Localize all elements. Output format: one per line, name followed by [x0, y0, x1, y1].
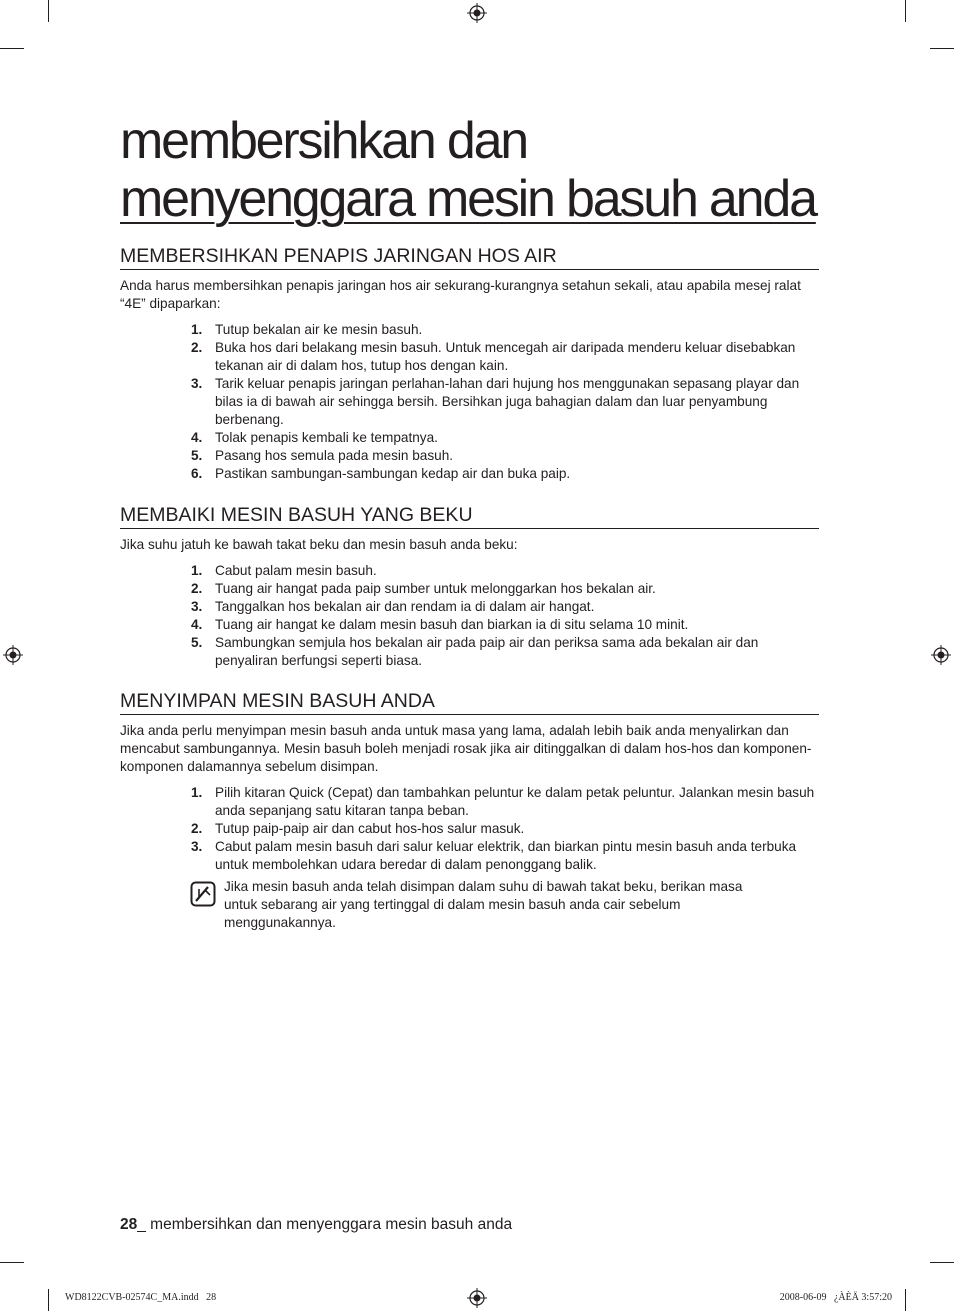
list-item: [191, 321, 819, 339]
list-item: [191, 784, 819, 820]
note-text: Jika mesin basuh anda telah disimpan dalam suhu di bawah takat beku, berikan masa untuk sebarang air yang tertinggal di dalam mesin basuh anda cair sebelum menggunakannya.: [224, 879, 743, 930]
crop-mark: [0, 48, 24, 49]
step-number: 3.: [191, 599, 203, 614]
registration-mark-icon: [467, 3, 487, 23]
list-item: [191, 820, 819, 838]
steps-list: [120, 562, 819, 670]
step-text: Buka hos dari belakang mesin basuh. Untuk mencegah air daripada menderu keluar disebabkan tekanan air di dalam hos, tutup hos dengan kain.: [215, 340, 796, 373]
step-text: Cabut palam mesin basuh dari salur keluar elektrik, dan biarkan pintu mesin basuh anda terbuka untuk membolehkan udara beredar di dalam penonggang balik.: [215, 839, 797, 872]
list-item: [191, 562, 819, 580]
crop-mark: [48, 1289, 49, 1311]
crop-mark: [48, 0, 49, 22]
print-slug-filename: WD8122CVB-02574C_MA.indd 28: [65, 1292, 217, 1303]
note-pencil-icon: [190, 881, 216, 907]
step-number: 5.: [191, 635, 203, 650]
step-text: Tutup bekalan air ke mesin basuh.: [215, 322, 423, 337]
step-text: Pasang hos semula pada mesin basuh.: [215, 448, 454, 463]
print-slug-timestamp: 2008-06-09 ¿ÀÈÄ 3:57:20: [779, 1292, 892, 1303]
crop-mark: [930, 1262, 954, 1263]
crop-mark: [905, 1289, 906, 1311]
page-footer: [120, 1216, 512, 1234]
crop-mark: [930, 48, 954, 49]
section-intro: Jika anda perlu menyimpan mesin basuh anda untuk masa yang lama, adalah lebih baik anda menyalirkan dan mencabut sambungannya. Mesin basuh boleh menjadi rosak jika air ditinggalkan di dalam hos-hos dan komponen-komponen dalamannya sebelum disimpan.: [120, 723, 812, 774]
step-text: Tanggalkan hos bekalan air dan rendam ia di dalam air hangat.: [215, 599, 595, 614]
list-item: [191, 375, 819, 429]
section-clean-filter: [120, 244, 819, 483]
list-item: [191, 838, 819, 874]
crop-mark: [0, 1262, 24, 1263]
list-item: [191, 598, 819, 616]
step-text: Tuang air hangat pada paip sumber untuk melonggarkan hos bekalan air.: [215, 581, 656, 596]
step-text: Tuang air hangat ke dalam mesin basuh dan biarkan ia di situ selama 10 minit.: [215, 617, 689, 632]
step-number: 1.: [191, 322, 203, 337]
footer-text: _ membersihkan dan menyenggara mesin basuh anda: [137, 1216, 513, 1233]
list-item: [191, 616, 819, 634]
steps-list: [120, 784, 819, 874]
step-text: Tolak penapis kembali ke tempatnya.: [215, 430, 438, 445]
step-number: 2.: [191, 821, 203, 836]
section-intro: Anda harus membersihkan penapis jaringan hos air sekurang-kurangnya setahun sekali, atau apabila mesej ralat “4E” dipaparkan:: [120, 278, 801, 311]
step-number: 3.: [191, 839, 203, 854]
step-number: 3.: [191, 376, 203, 391]
section-heading: MENYIMPAN MESIN BASUH ANDA: [120, 689, 819, 715]
list-item: [191, 447, 819, 465]
list-item: [191, 465, 819, 483]
step-text: Tutup paip-paip air dan cabut hos-hos salur masuk.: [215, 821, 525, 836]
step-number: 1.: [191, 563, 203, 578]
step-number: 6.: [191, 466, 203, 481]
section-frozen-machine: [120, 503, 819, 670]
step-text: Pastikan sambungan-sambungan kedap air dan buka paip.: [215, 466, 571, 481]
list-item: [191, 429, 819, 447]
step-number: 4.: [191, 430, 203, 445]
list-item: [191, 580, 819, 598]
step-number: 5.: [191, 448, 203, 463]
page-title-line-2: menyenggara mesin basuh anda: [120, 170, 816, 228]
registration-mark-icon: [3, 645, 23, 665]
list-item: [191, 634, 819, 670]
page-title-line-1: membersihkan dan: [120, 112, 528, 170]
list-item: [191, 339, 819, 375]
registration-mark-icon: [467, 1288, 487, 1308]
steps-list: [120, 321, 819, 483]
step-text: Tarik keluar penapis jaringan perlahan-lahan dari hujung hos menggunakan sepasang playar dan bilas ia di bawah air sehingga bersih. Bersihkan juga bahagian dalam dan luar penyambung berbenang.: [215, 376, 800, 427]
crop-mark: [905, 0, 906, 22]
registration-mark-icon: [931, 645, 951, 665]
note-box: [120, 878, 764, 932]
step-number: 2.: [191, 340, 203, 355]
step-text: Pilih kitaran Quick (Cepat) dan tambahkan peluntur ke dalam petak peluntur. Jalankan mesin basuh anda sepanjang satu kitaran tanpa beban.: [215, 785, 815, 818]
page-title: [120, 112, 820, 228]
section-heading: MEMBERSIHKAN PENAPIS JARINGAN HOS AIR: [120, 244, 819, 270]
step-number: 2.: [191, 581, 203, 596]
step-text: Sambungkan semjula hos bekalan air pada paip air dan periksa sama ada bekalan air dan penyaliran berfungsi seperti biasa.: [215, 635, 759, 668]
section-heading: MEMBAIKI MESIN BASUH YANG BEKU: [120, 503, 819, 529]
section-intro: Jika suhu jatuh ke bawah takat beku dan mesin basuh anda beku:: [120, 537, 518, 552]
step-text: Cabut palam mesin basuh.: [215, 563, 377, 578]
step-number: 4.: [191, 617, 203, 632]
page-number: 28: [120, 1216, 138, 1233]
section-storing-machine: [120, 689, 819, 932]
step-number: 1.: [191, 785, 203, 800]
